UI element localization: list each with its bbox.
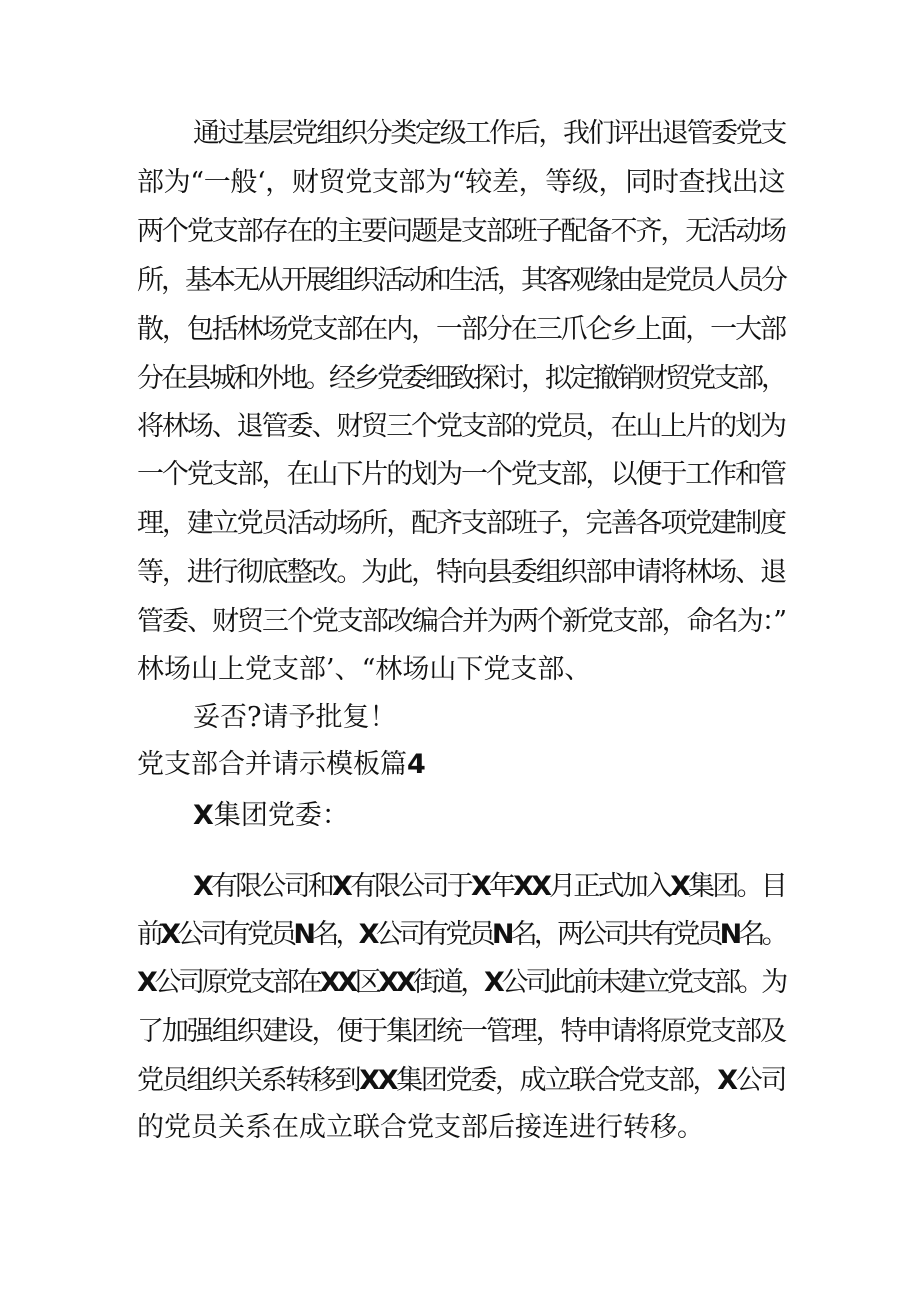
salutation: X集团党委： <box>193 800 349 831</box>
paragraph1-line: 两个党支部存在的主要问题是支部班子配备不齐，无活动场 <box>137 216 785 247</box>
paragraph1-line: 分在县城和外地。经乡党委细致探讨，拟定撤销财贸党支部， <box>137 363 785 394</box>
paragraph1-line: 理，建立党员活动场所，配齐支部班子，完善各项党建制度 <box>137 508 785 539</box>
paragraph1-line: 一个党支部，在山下片的划为一个党支部，以便于工作和管 <box>137 459 785 490</box>
closing-request: 妥否?请予批复！ <box>193 702 397 733</box>
paragraph2-line: 了加强组织建设，便于集团统一管理，特申请将原党支部及 <box>137 1016 785 1047</box>
paragraph1-line: 管委、财贸三个党支部改编合并为两个新党支部，命名为：” <box>137 606 786 637</box>
paragraph2-line: 党员组织关系转移到XX集团党委，成立联合党支部，X公司 <box>137 1065 786 1096</box>
paragraph1-line: 散，包括林场党支部在内，一部分在三爪仑乡上面，一大部 <box>137 314 785 345</box>
paragraph2-line: 的党员关系在成立联合党支部后接连进行转移。 <box>137 1112 704 1143</box>
paragraph2-line: X公司原党支部在XX区XX街道，X公司此前未建立党支部。为 <box>137 967 785 998</box>
paragraph1-line: 林场山上党支部’、“林场山下党支部、 <box>137 654 592 685</box>
paragraph1-line: 所，基本无从开展组织活动和生活，其客观缘由是党员人员分 <box>137 265 785 296</box>
paragraph1-line: 等，进行彻底整改。为此，特向县委组织部申请将林场、退 <box>137 557 785 588</box>
paragraph2-line: X有限公司和X有限公司于X年XX月正式加入X集团。目 <box>193 871 785 902</box>
paragraph2-line: 前X公司有党员N名，X公司有党员N名，两公司共有党员N名。 <box>137 919 785 950</box>
section-heading: 党支部合并请示模板篇4 <box>137 749 426 780</box>
paragraph1-line: 将林场、退管委、财贸三个党支部的党员，在山上片的划为 <box>137 411 785 442</box>
paragraph1-line: 部为“一般‘，财贸党支部为“较差，等级，同时查找出这 <box>137 167 786 198</box>
paragraph1-line: 通过基层党组织分类定级工作后，我们评出退管委党支 <box>193 118 786 149</box>
